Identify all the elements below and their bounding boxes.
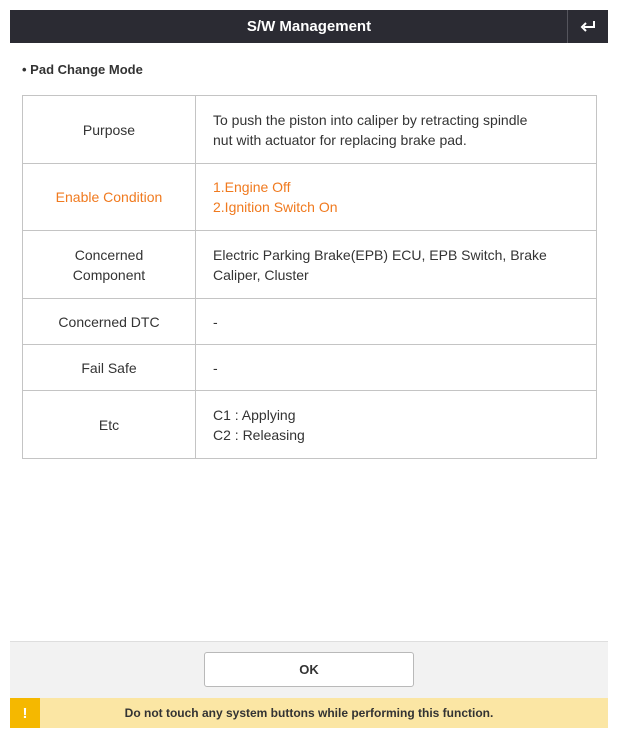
- label-line: Concerned: [74, 246, 144, 263]
- row-label: Enable Condition: [23, 164, 196, 231]
- value-line: nut with actuator for replacing brake pad.: [213, 131, 467, 148]
- row-label: [23, 231, 196, 299]
- row-value: -: [196, 345, 597, 391]
- row-value: [196, 164, 597, 231]
- label-line: Component: [72, 266, 146, 283]
- row-value: [196, 96, 597, 164]
- return-arrow-icon: [579, 19, 597, 35]
- value-line: Caliper, Cluster: [213, 266, 309, 283]
- value-line: C2 : Releasing: [213, 426, 305, 443]
- value-line: Electric Parking Brake(EPB) ECU, EPB Switch, Brake: [213, 246, 547, 263]
- exclamation-icon: !: [10, 698, 40, 728]
- bottom-bar: [10, 641, 608, 698]
- value-line: 2.Ignition Switch On: [213, 199, 338, 215]
- page-title: S/W Management: [246, 18, 372, 35]
- row-label: Fail Safe: [23, 345, 196, 391]
- row-value: [196, 231, 597, 299]
- value-line: C1 : Applying: [213, 406, 296, 423]
- row-label: Concerned DTC: [23, 299, 196, 345]
- back-button[interactable]: [567, 10, 608, 43]
- row-value: -: [196, 299, 597, 345]
- table-row-concerned-dtc: [23, 299, 597, 345]
- table-row-purpose: [23, 96, 597, 164]
- row-value: [196, 391, 597, 459]
- table-row-etc: [23, 391, 597, 459]
- value-line: To push the piston into caliper by retracting spindle: [213, 111, 528, 128]
- value-line: 1.Engine Off: [213, 179, 291, 195]
- table-row-concerned-component: [23, 231, 597, 299]
- row-label: Purpose: [23, 96, 196, 164]
- table-row-fail-safe: [23, 345, 597, 391]
- title-bar: [10, 10, 608, 43]
- section-title: • Pad Change Mode: [22, 62, 143, 77]
- info-table: [22, 95, 597, 459]
- warning-bar: [10, 698, 608, 728]
- ok-button[interactable]: OK: [204, 652, 414, 687]
- table-row-enable-condition: [23, 164, 597, 231]
- warning-text: Do not touch any system buttons while performing this function.: [124, 706, 494, 720]
- row-label: Etc: [23, 391, 196, 459]
